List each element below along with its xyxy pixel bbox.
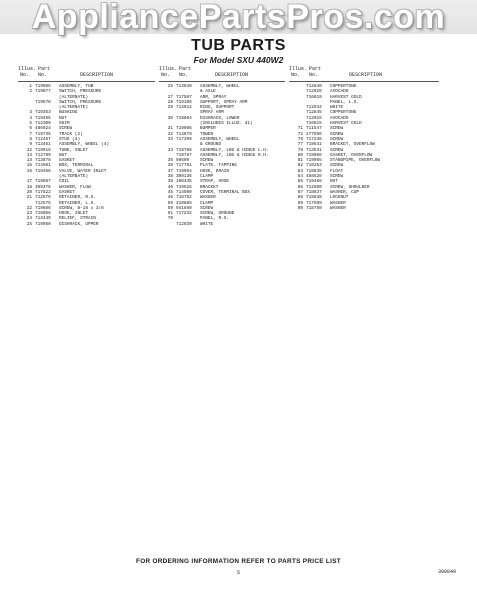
illus-number: 3 [29,110,32,116]
illus-number: 40 [167,184,173,190]
illus-number: 88 [297,195,303,201]
part-number: 719960 [35,221,51,227]
part-number: 719965 [306,158,322,164]
part-description: HARVEST GOLD [330,121,362,127]
part-description: HOSE, DRAIN [200,168,229,174]
part-number: 718635 [306,168,322,174]
illus-number: 13 [26,152,32,158]
part-number: 714679 [176,131,192,137]
part-number: 309136 [176,174,192,180]
parts-column-2 [159,67,285,227]
part-number: 717399 [176,136,192,142]
illus-number: 36 [167,163,173,169]
part-description: SCREW [200,205,214,211]
illus-number: 8 [29,136,32,142]
part-description: NUT [59,115,67,121]
part-number: 712576 [35,195,51,201]
parts-list [159,84,285,227]
illus-number: 15 [26,163,32,169]
part-number: 717822 [35,189,51,195]
parts-column-1 [18,67,155,227]
header-no: No. [20,72,30,78]
part-description: GASKET [59,158,75,164]
part-number: 713461 [35,142,51,148]
part-description: WASHER, FLOW [59,184,91,190]
illus-number: 5 [29,121,32,127]
part-description: SCREW [330,174,344,180]
parts-list [289,84,439,211]
part-number: 718762 [176,195,192,201]
illus-number: 32 [167,131,173,137]
column-header [18,67,155,82]
illus-number: 1 [29,84,32,89]
illus-number: 59 [167,205,173,211]
part-description: COIL [59,179,70,185]
part-number: 711547 [306,126,322,132]
part-description: ARM, SPRAY [200,94,227,100]
illus-number: 23 [26,211,32,217]
part-description: (INCLUDES ILLUS. 31) [200,121,253,127]
part-number: 719578 [35,99,51,105]
ordering-note: FOR ORDERING INFORMATION REFER TO PARTS PRICE LIST [136,558,341,565]
part-description: BOX, TERMINAL [59,163,94,169]
illus-number: 16 [26,168,32,174]
part-number: 719466 [306,179,322,185]
part-row [18,222,155,227]
part-number: 719106 [176,99,192,105]
illus-number: 20 [26,189,32,195]
illus-number: 87 [297,189,303,195]
header-part: Part [38,66,51,72]
page-number: 5 [236,570,240,576]
illus-number: 72 [297,131,303,137]
illus-number: 22 [26,205,32,211]
part-number: 719541 [306,142,322,148]
part-description: SWITCH, PRESSURE [59,89,102,95]
illus-number: 80 [297,152,303,158]
part-row [289,206,439,211]
part-number: 714501 [35,163,51,169]
illus-number: 34 [167,147,173,153]
part-description: SCREW [330,136,344,142]
part-number: 713449 [35,216,51,222]
part-number: 106435 [176,179,192,185]
part-description: ASSEMBLY, LBG & HINGE R.H. [200,152,269,158]
part-description: WHITE [330,105,344,111]
model-subtitle: For Model SXU 440W2 [193,55,284,65]
part-number: 718750 [306,205,322,211]
part-number: 98609 [176,158,190,164]
part-description: BUMPER [200,126,216,132]
part-description: WASHER [200,195,216,201]
illus-number: 39 [167,179,173,185]
part-number: 718058 [35,211,51,217]
part-number: 712845 [306,110,322,116]
illus-number: 85 [297,179,303,185]
part-number: 712300 [35,121,51,127]
part-description: NUT [330,179,338,185]
part-number: 717599 [306,200,322,206]
illus-number: 35 [167,158,173,164]
part-description: AVOCADO [330,89,349,95]
part-number: 713878 [35,158,51,164]
part-number: 714912 [176,105,192,111]
illus-number: 76 [297,136,303,142]
part-description: SCREW [330,147,344,153]
part-number: 712840 [306,84,322,89]
illus-number: 29 [167,105,173,111]
part-number: 719887 [35,179,51,185]
part-description: LOCKNUT [330,195,349,201]
illus-number: 83 [297,168,303,174]
part-number: 719455 [35,115,51,121]
part-description: VALVE, WATER INLET [59,168,107,174]
part-description: WASHER, CUP [330,189,359,195]
part-description: TUBE, INLET [59,147,88,153]
document-number: 308049 [438,569,457,575]
header-part-no: No. [309,72,319,78]
part-number: 310885 [176,200,192,206]
part-description: STANDPIPE, OVERFLOW [330,158,381,164]
part-description: STRAP, HOSE [200,179,229,185]
header-illus: Illus. [289,66,308,72]
illus-number: 89 [297,200,303,206]
part-number: 719353 [35,110,51,116]
illus-number: 6 [29,126,32,132]
part-description: (ALTERNATE) [59,105,88,111]
part-description: SCREW [59,126,73,132]
part-number: 712575 [35,200,51,206]
part-description: STUD (4) [59,136,81,142]
part-description: RETAINER, R.S. [59,195,96,201]
part-number: 712457 [35,136,51,142]
parts-column-3 [289,67,439,211]
part-number: 719918 [35,147,51,153]
part-number: 369378 [35,184,51,190]
part-description: PANEL, R.S. [200,216,229,222]
part-description: RELIEF, STRAIN [59,216,96,222]
part-description: SCREW [200,158,214,164]
part-description: DISHRACK, UPPER [59,221,99,227]
watermark-text: AppliancePartsPros.com [31,0,446,36]
part-description: DISHRACK, LOWER [200,115,240,121]
part-description: WASHER [330,200,346,206]
part-number: 719788 [176,147,192,153]
part-number: 941650 [176,205,192,211]
part-number: 719666 [35,205,51,211]
part-description: BRACKET, OVERFLOW [330,142,375,148]
part-description: SUPPORT, SPRAY ARM [200,99,248,105]
header-illus: Illus. [18,66,37,72]
part-description: ASSEMBLY, WHEEL (4) [59,142,110,148]
part-number: 719456 [35,168,51,174]
part-description: HARVEST GOLD [330,94,362,100]
header-illus: Illus. [159,66,178,72]
part-number: 717236 [306,136,322,142]
part-description: COPPERTONE [330,110,357,116]
part-description: BRACKET [200,184,219,190]
part-description: GASKET [59,189,75,195]
part-description: ASSEMBLY, WHEEL [200,136,240,142]
illus-number: 81 [297,158,303,164]
illus-number [159,222,176,227]
part-number: 712016 [306,115,322,121]
part-number: 713849 [176,84,192,89]
part-description: SCREW, 8-18 x 3/8 [59,205,104,211]
part-number: 716253 [306,163,322,169]
illus-number: 7 [29,131,32,137]
part-description: TOWER [200,131,214,137]
part-number: 716615 [306,121,322,127]
part-description: NUT [59,152,67,158]
illus-number: 25 [26,221,32,227]
part-description: TRACK (2) [59,131,83,137]
part-description: SPRAY ARM [200,110,224,116]
part-description: (ALTERNATE) [59,174,88,180]
part-description: SHIM [59,121,70,127]
part-description: PLATE, TAPPING [200,163,237,169]
part-number: 712839 [176,221,192,227]
illus-number: 84 [297,174,303,180]
part-description: SCREW, SHOULDER [330,184,370,190]
header-no: No. [161,72,171,78]
part-description: (ALTERNATE) [59,94,88,100]
illus-number: 71 [297,126,303,132]
part-description: SCREW [330,126,344,132]
part-number: 712844 [306,105,322,111]
illus-number: 30 [167,115,173,121]
part-number: 488526 [306,174,322,180]
part-description: COPPERTONE [330,84,357,89]
illus-number: 86 [297,184,303,190]
part-number: 713531 [306,147,322,153]
header-part-no: No. [38,72,48,78]
illus-number: 31 [167,126,173,132]
header-part: Part [179,66,192,72]
illus-number: 56 [167,200,173,206]
illus-number: 78 [297,147,303,153]
part-description: FLOAT [330,168,344,174]
part-description: CLAMP [200,200,214,206]
header-description: DESCRIPTION [215,72,249,78]
part-number: 718838 [306,195,322,201]
illus-number: 27 [167,94,173,100]
part-number: 712020 [306,89,322,95]
part-description: CLAMP [200,174,214,180]
illus-number: 45 [167,189,173,195]
part-description: PANEL, L.S. [330,99,359,105]
illus-number: 28 [167,99,173,105]
illus-number: 4 [29,115,32,121]
part-number: 719954 [176,168,192,174]
part-description: WHITE [200,221,214,227]
illus-number: 24 [26,216,32,222]
header-part-no: No. [179,72,189,78]
part-number: 718837 [306,189,322,195]
illus-number: 82 [297,163,303,169]
part-number: 719804 [176,115,192,121]
illus-number: 9 [29,142,32,148]
part-description: COVER, TERMINAL BOX [200,189,251,195]
part-number: 719787 [176,152,192,158]
illus-number: 26 [167,84,173,89]
illus-number: 2 [29,89,32,95]
illus-number: 70 [167,216,173,222]
illus-number: 12 [26,147,32,153]
illus-number: 33 [167,136,173,142]
part-description: WASHER [330,205,346,211]
parts-list [18,84,155,227]
illus-number: 14 [26,158,32,164]
header-no: No. [291,72,301,78]
illus-number: 21 [26,195,32,201]
part-description: RING, SUPPORT [200,105,235,111]
illus-number: 77 [297,142,303,148]
part-number: 719966 [306,152,322,158]
illus-number: 61 [167,211,173,217]
part-description: SCREW [330,131,344,137]
part-description: SCREW, GROUND [200,211,235,217]
header-description: DESCRIPTION [349,72,383,78]
illus-number: 46 [167,195,173,201]
part-number: 719066 [35,84,51,89]
part-description: ASSEMBLY, LBG & HINGE L.H. [200,147,269,153]
part-number: 712799 [35,152,51,158]
column-header [289,67,439,82]
part-number: 277556 [306,131,322,137]
part-row [159,222,285,227]
part-description: ASSEMBLY, TUB [59,84,94,89]
part-description: SCREW [330,163,344,169]
part-number: 717587 [176,94,192,100]
part-number: 712890 [306,184,322,190]
illus-number: 17 [26,179,32,185]
part-description: HOSE, INLET [59,211,88,217]
column-header [159,67,285,82]
watermark-banner [0,0,477,34]
part-number: 719966 [176,126,192,132]
illus-number: 90 [297,205,303,211]
part-description: & GROUND [200,142,222,148]
header-description: DESCRIPTION [80,72,114,78]
part-number: 719077 [35,89,51,95]
part-number: 717232 [176,211,192,217]
part-number: 486924 [35,126,51,132]
illus-number: 18 [26,184,32,190]
part-description: GASKET, OVERFLOW [330,152,373,158]
part-description: SWITCH, PRESSURE [59,99,102,105]
part-description: AVOCADO [330,115,349,121]
page-title: TUB PARTS [191,37,286,54]
part-number: 719525 [176,184,192,190]
part-number: 719735 [35,131,51,137]
part-number: 714500 [176,189,192,195]
part-description: RETAINER, L.S. [59,200,96,206]
header-part: Part [309,66,322,72]
illus-number: 38 [167,174,173,180]
illus-number: 37 [167,168,173,174]
part-description: ASSEMBLY, WHEEL [200,84,240,89]
part-description: & AXLE [200,89,216,95]
part-description: BUSHING [59,110,78,116]
part-number: 717761 [176,163,192,169]
part-number: 716619 [306,94,322,100]
